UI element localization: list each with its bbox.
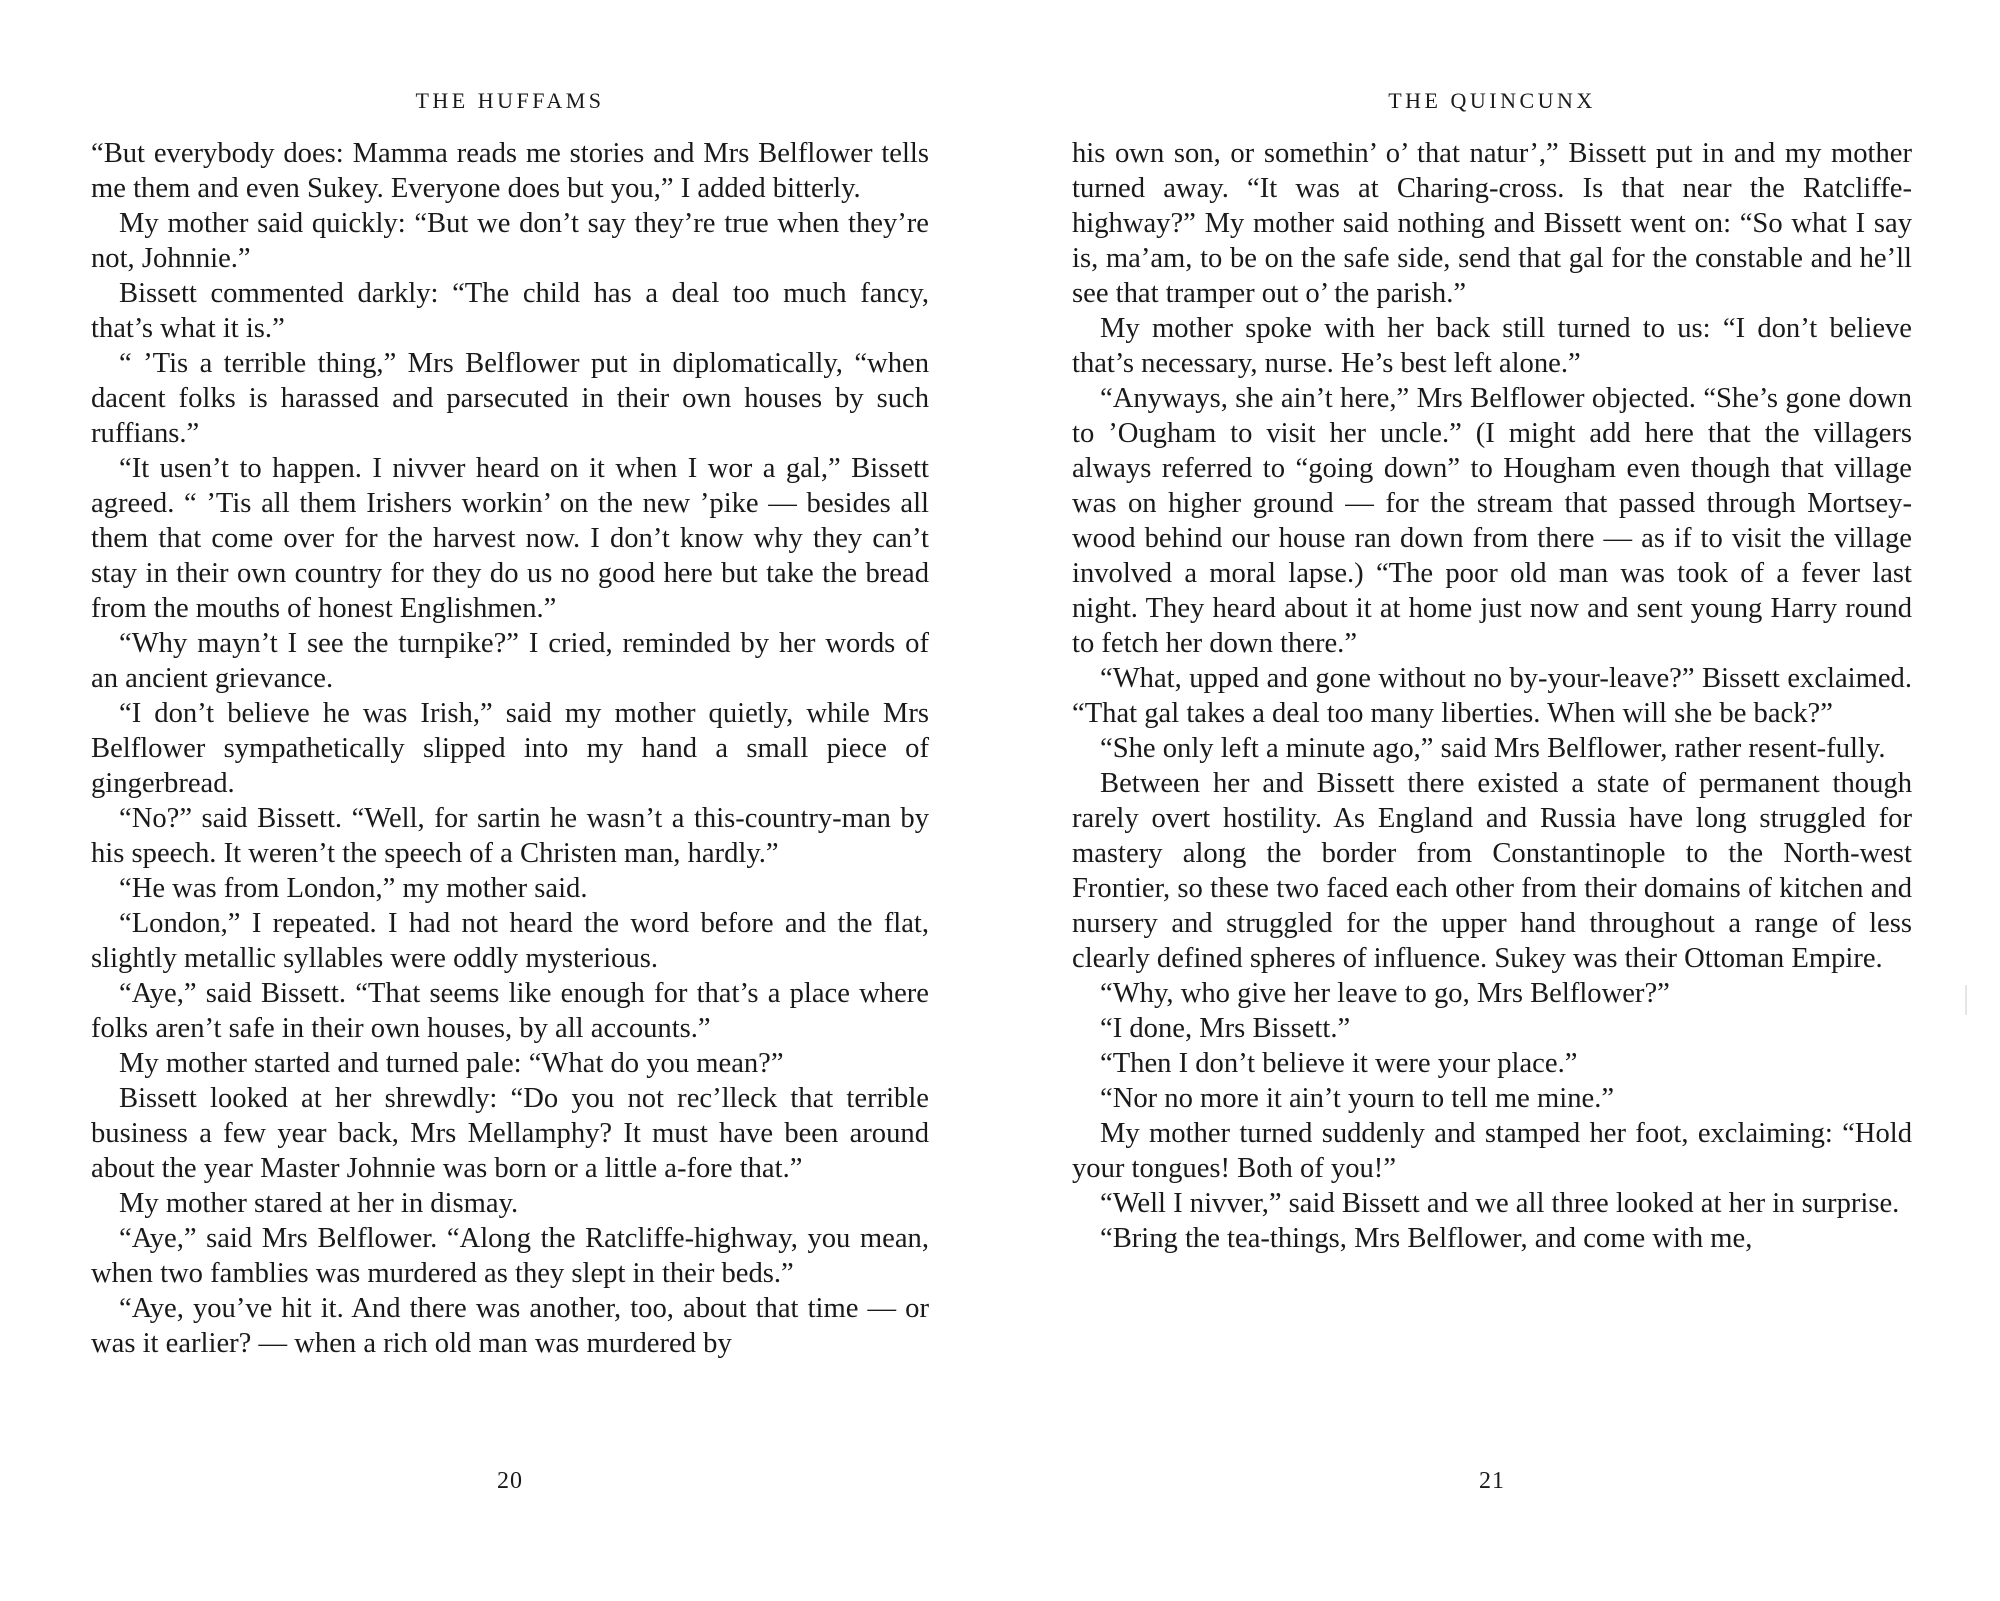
paragraph: “She only left a minute ago,” said Mrs Belflower, rather resent-fully.	[1100, 733, 1886, 764]
paragraph: My mother stared at her in dismay.	[119, 1188, 519, 1219]
paragraph: Bissett looked at her shrewdly: “Do you not rec’lleck that terrible business a few year back, Mrs Mellamphy? It must have been around about the year Master Johnnie was born or a little a-fore that.”	[91, 1083, 929, 1184]
paragraph: My mother turned suddenly and stamped her foot, exclaiming: “Hold your tongues! Both of you!”	[1072, 1118, 1912, 1184]
right-page-body	[1072, 136, 1912, 1256]
paragraph: Bissett commented darkly: “The child has a deal too much fancy, that’s what it is.”	[91, 278, 929, 344]
paragraph: “Why mayn’t I see the turnpike?” I cried, reminded by her words of an ancient grievance.	[91, 628, 929, 694]
left-page-body	[91, 136, 929, 1361]
paragraph: Between her and Bissett there existed a state of permanent though rarely overt hostility. As England and Russia have long struggled for mastery along the border from Constantinople to the North-west Frontier, so these two faced each other from their domains of kitchen and nursery and struggled for the upper hand throughout a range of less clearly defined spheres of influence. Sukey was their Ottoman Empire.	[1072, 768, 1912, 974]
paragraph: his own son, or somethin’ o’ that natur’,” Bissett put in and my mother turned away. “It was at Charing-cross. Is that near the Ratcliffe-highway?” My mother said nothing and Bissett went on: “So what I say is, ma’am, to be on the safe side, send that gal for the constable and he’ll see that tramper out o’ the parish.”	[1072, 138, 1912, 309]
paragraph: “But everybody does: Mamma reads me stories and Mrs Belflower tells me them and even Sukey. Everyone does but you,” I added bitterly.	[91, 138, 929, 204]
paragraph: “Aye, you’ve hit it. And there was another, too, about that time — or was it earlier? — when a rich old man was murdered by	[91, 1293, 929, 1359]
paragraph: “Aye,” said Mrs Belflower. “Along the Ratcliffe-highway, you mean, when two famblies was murdered as they slept in their beds.”	[91, 1223, 929, 1289]
paragraph: “Anyways, she ain’t here,” Mrs Belflower objected. “She’s gone down to ’Ougham to visit her uncle.” (I might add here that the villagers always referred to “going down” to Hougham even though that village was on higher ground — for the stream that passed through Mortsey-wood behind our house ran down from there — as if to visit the village involved a moral lapse.) “The poor old man was took of a fever last night. They heard about it at home just now and sent young Harry round to fetch her down there.”	[1072, 383, 1912, 659]
paragraph: “No?” said Bissett. “Well, for sartin he wasn’t a this-country-man by his speech. It weren’t the speech of a Christen man, hardly.”	[91, 803, 929, 869]
paragraph: My mother started and turned pale: “What do you mean?”	[119, 1048, 784, 1079]
paragraph: “Then I don’t believe it were your place.”	[1100, 1048, 1578, 1079]
paragraph: “Aye,” said Bissett. “That seems like enough for that’s a place where folks aren’t safe in their own houses, by all accounts.”	[91, 978, 929, 1044]
paragraph: “Why, who give her leave to go, Mrs Belflower?”	[1100, 978, 1670, 1009]
paragraph: “I done, Mrs Bissett.”	[1100, 1013, 1351, 1044]
paragraph: “I don’t believe he was Irish,” said my mother quietly, while Mrs Belflower sympathetically slipped into my hand a small piece of gingerbread.	[91, 698, 929, 799]
paragraph: “Bring the tea-things, Mrs Belflower, and come with me,	[1100, 1223, 1753, 1254]
paragraph: “What, upped and gone without no by-your-leave?” Bissett exclaimed. “That gal takes a deal too many liberties. When will she be back?”	[1072, 663, 1912, 729]
page-number-right: 21	[1479, 1468, 1505, 1494]
paragraph: My mother spoke with her back still turned to us: “I don’t believe that’s necessary, nurse. He’s best left alone.”	[1072, 313, 1912, 379]
page-number-left: 20	[497, 1468, 523, 1494]
paragraph: “ ’Tis a terrible thing,” Mrs Belflower put in diplomatically, “when dacent folks is harassed and parsecuted in their own houses by such ruffians.”	[91, 348, 929, 449]
running-head-left: THE HUFFAMS	[415, 88, 605, 113]
scan-mark	[1965, 985, 1967, 1015]
paragraph: “London,” I repeated. I had not heard the word before and the flat, slightly metallic syllables were oddly mysterious.	[91, 908, 929, 974]
paragraph: “Well I nivver,” said Bissett and we all three looked at her in surprise.	[1100, 1188, 1900, 1219]
paragraph: “Nor no more it ain’t yourn to tell me mine.”	[1100, 1083, 1615, 1114]
paragraph: “He was from London,” my mother said.	[119, 873, 588, 904]
running-head-right: THE QUINCUNX	[1388, 88, 1596, 113]
paragraph: “It usen’t to happen. I nivver heard on it when I wor a gal,” Bissett agreed. “ ’Tis all them Irishers workin’ on the new ’pike — besides all them that come over for the harvest now. I don’t know why they can’t stay in their own country for they do us no good here but take the bread from the mouths of honest Englishmen.”	[91, 453, 929, 624]
paragraph: My mother said quickly: “But we don’t say they’re true when they’re not, Johnnie.”	[91, 208, 929, 274]
